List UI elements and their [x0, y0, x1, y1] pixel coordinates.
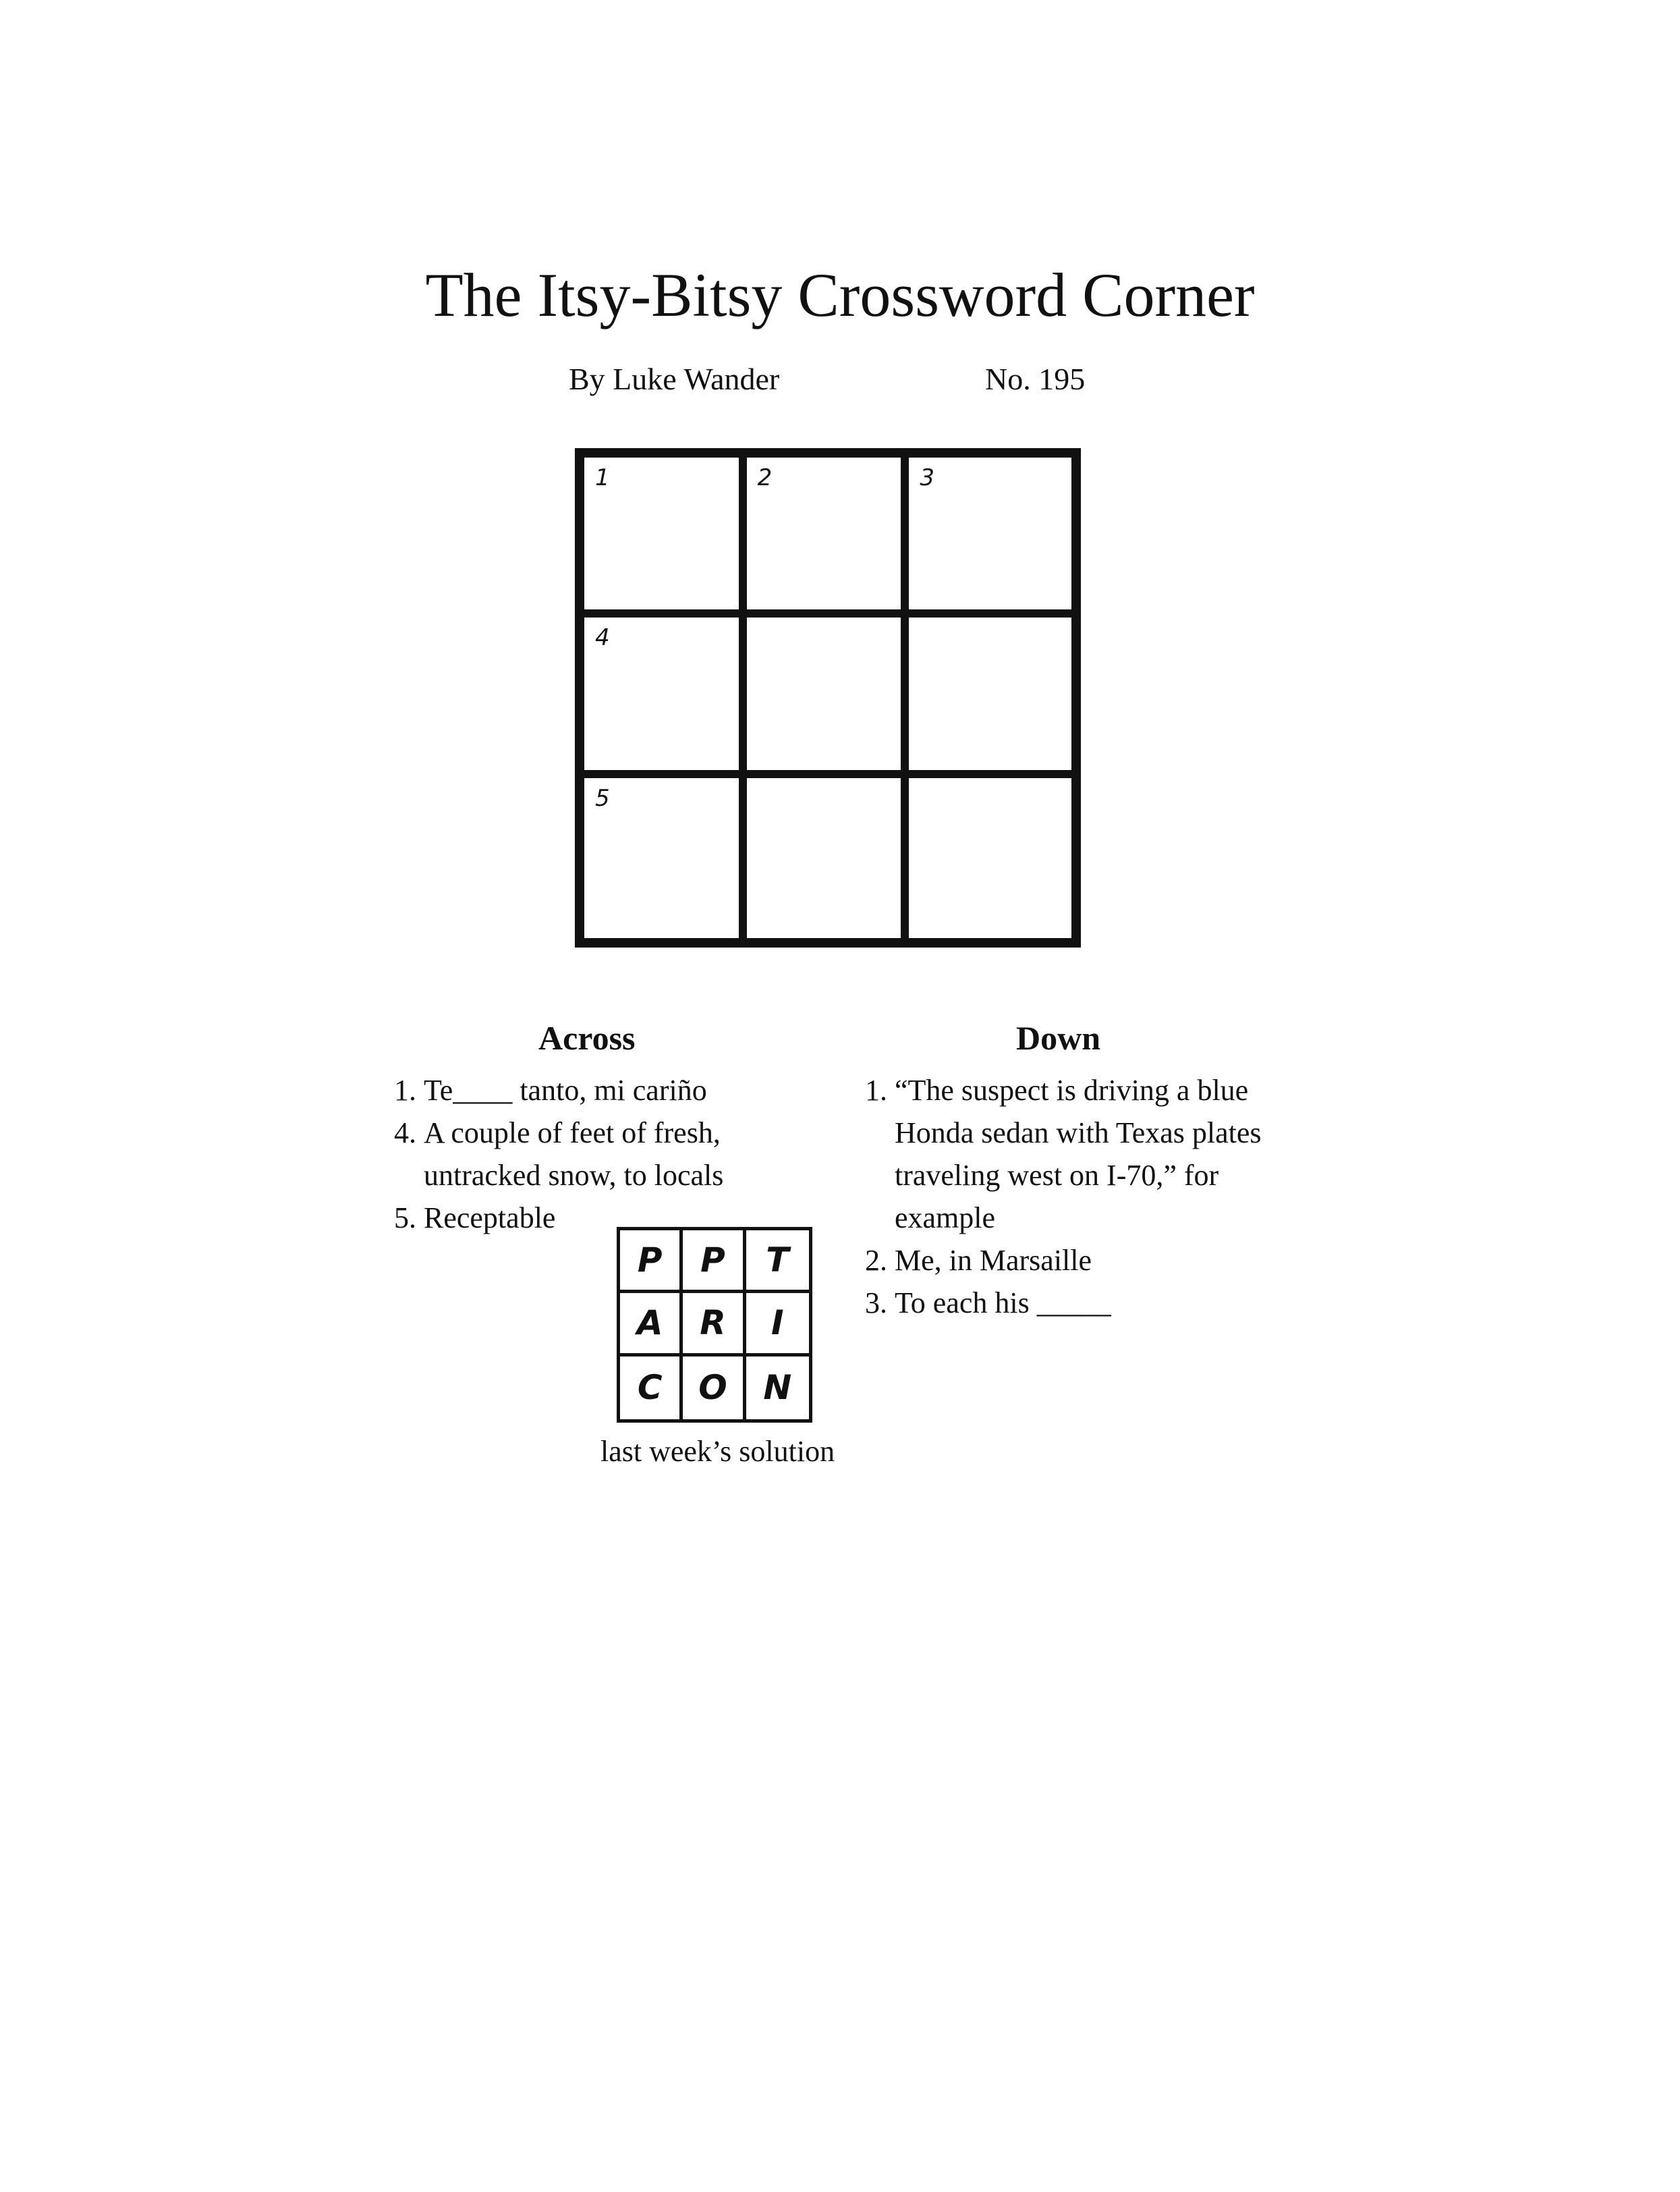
grid-cell[interactable]: [584, 458, 747, 618]
grid-cell[interactable]: [747, 778, 909, 938]
across-heading: Across: [538, 1019, 636, 1057]
clue-number: 1.: [394, 1074, 416, 1107]
solution-letter: A: [620, 1293, 683, 1356]
cell-number: 4: [595, 624, 610, 652]
solution-letter: O: [683, 1357, 746, 1419]
solution-caption: last week’s solution: [600, 1435, 835, 1468]
across-clue: [394, 1069, 772, 1112]
clue-text: To each his _____: [895, 1286, 1111, 1319]
solution-letter: R: [683, 1293, 746, 1356]
grid-cell[interactable]: [747, 618, 909, 777]
clue-number: 2.: [865, 1244, 887, 1277]
previous-solution-grid: [617, 1227, 812, 1423]
clue-number: 5.: [394, 1201, 416, 1234]
crossword-grid: [575, 448, 1081, 948]
clue-number: 1.: [865, 1074, 887, 1107]
across-clue: [394, 1112, 772, 1197]
puzzle-title: The Itsy-Bitsy Crossword Corner: [425, 261, 1255, 329]
grid-cell[interactable]: [909, 778, 1071, 938]
down-heading: Down: [1016, 1019, 1101, 1057]
cell-number: 2: [757, 464, 773, 491]
clue-text: Te____ tanto, mi cariño: [424, 1074, 707, 1107]
grid-cell[interactable]: [584, 618, 747, 777]
puzzle-number: No. 195: [985, 362, 1086, 396]
cell-number: 1: [595, 464, 610, 491]
grid-cell[interactable]: [909, 458, 1071, 618]
solution-letter: P: [683, 1230, 746, 1293]
down-clue: [865, 1239, 1324, 1282]
down-clue: [865, 1282, 1324, 1324]
clue-text: A couple of feet of fresh, untracked snow, to locals: [424, 1116, 724, 1192]
grid-cell[interactable]: [909, 618, 1071, 777]
author-byline: By Luke Wander: [569, 362, 780, 396]
clue-number: 4.: [394, 1116, 416, 1149]
clue-text: Me, in Marsaille: [895, 1244, 1092, 1277]
clue-text: Receptable: [424, 1201, 556, 1234]
solution-letter: T: [746, 1230, 809, 1293]
grid-cell[interactable]: [584, 778, 747, 938]
clue-number: 3.: [865, 1286, 887, 1319]
across-clue-list: [394, 1069, 772, 1239]
cell-number: 3: [920, 464, 934, 491]
down-clue-list: [865, 1069, 1324, 1324]
solution-letter: N: [763, 1368, 792, 1408]
solution-letter: C: [620, 1357, 683, 1419]
down-clue: [865, 1069, 1324, 1239]
grid-cell[interactable]: [747, 458, 909, 618]
solution-letter: P: [620, 1230, 683, 1293]
clue-text: “The suspect is driving a blue Honda sedan with Texas plates traveling west on I-70,” for example: [895, 1074, 1262, 1234]
solution-letter: I: [746, 1293, 809, 1356]
cell-number: 5: [595, 784, 610, 812]
